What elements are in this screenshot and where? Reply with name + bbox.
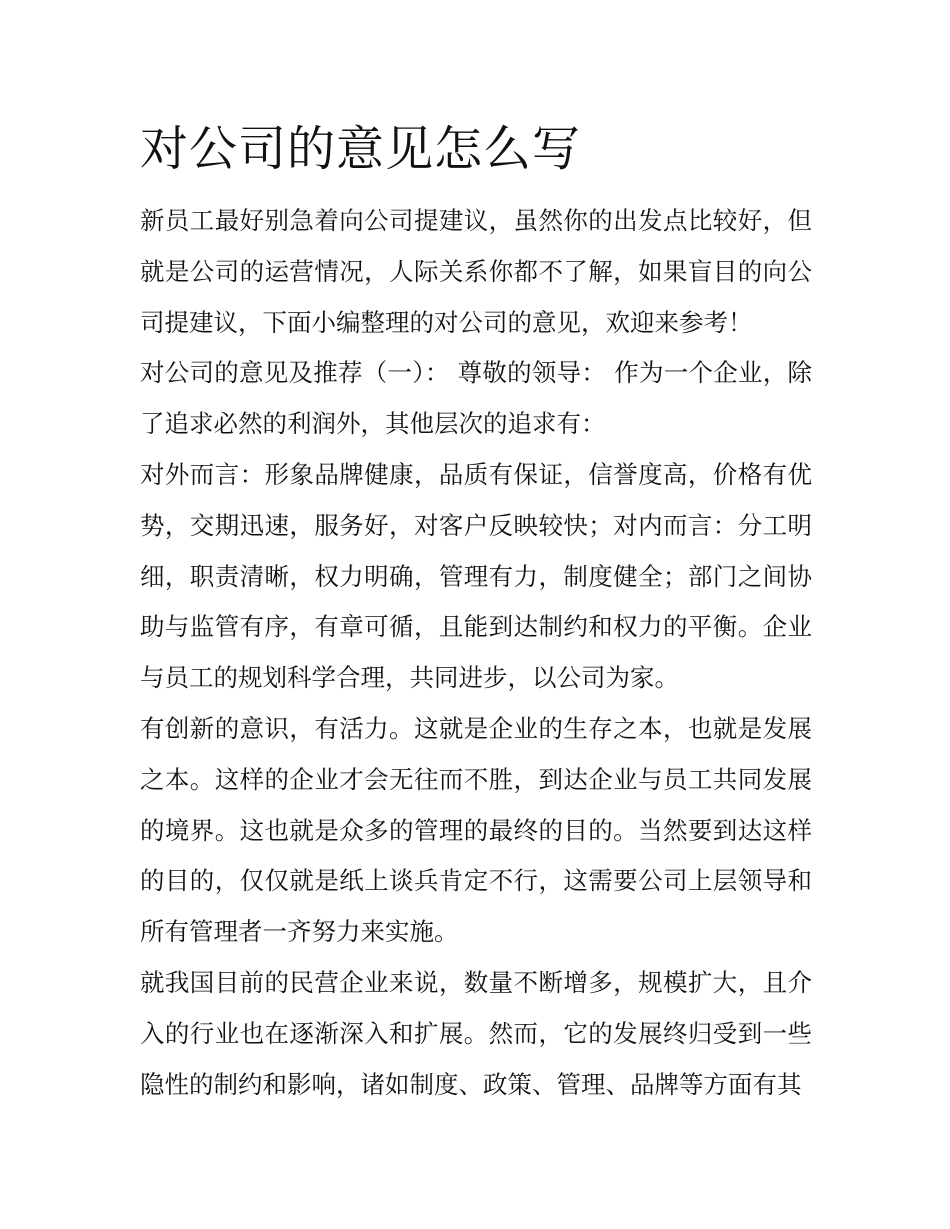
paragraph-intro: 新员工最好别急着向公司提建议，虽然你的出发点比较好，但就是公司的运营情况，人际关系你都不了解，如果盲目的向公司提建议，下面小编整理的对公司的意见，欢迎来参考！	[140, 206, 812, 337]
page-title: 对公司的意见怎么写	[140, 121, 582, 177]
paragraph-external-internal: 对外而言：形象品牌健康，品质有保证，信誉度高，价格有优势，交期迅速，服务好，对客户反映较快；对内而言：分工明细，职责清晰，权力明确，管理有力，制度健全；部门之间协助与监管有序，有章可循，且能到达制约和权力的平衡。企业与员工的规划科学合理，共同进步，以公司为家。	[140, 459, 812, 693]
paragraph-private-enterprise: 就我国目前的民营企业来说，数量不断增多，规模扩大，且介入的行业也在逐渐深入和扩展。然而，它的发展终归受到一些隐性的制约和影响，诸如制度、政策、管理、品牌等方面有其	[140, 967, 812, 1099]
document-body	[140, 118, 812, 1110]
paragraph-salutation: 对公司的意见及推荐（一）： 尊敬的领导： 作为一个企业，除了追求必然的利润外，其他层次的追求有：	[140, 358, 812, 439]
paragraph-innovation: 有创新的意识，有活力。这就是企业的生存之本，也就是发展之本。这样的企业才会无往而不胜，到达企业与员工共同发展的境界。这也就是众多的管理的最终的目的。当然要到达这样的目的，仅仅就是纸上谈兵肯定不行，这需要公司上层领导和所有管理者一齐努力来实施。	[140, 713, 812, 947]
